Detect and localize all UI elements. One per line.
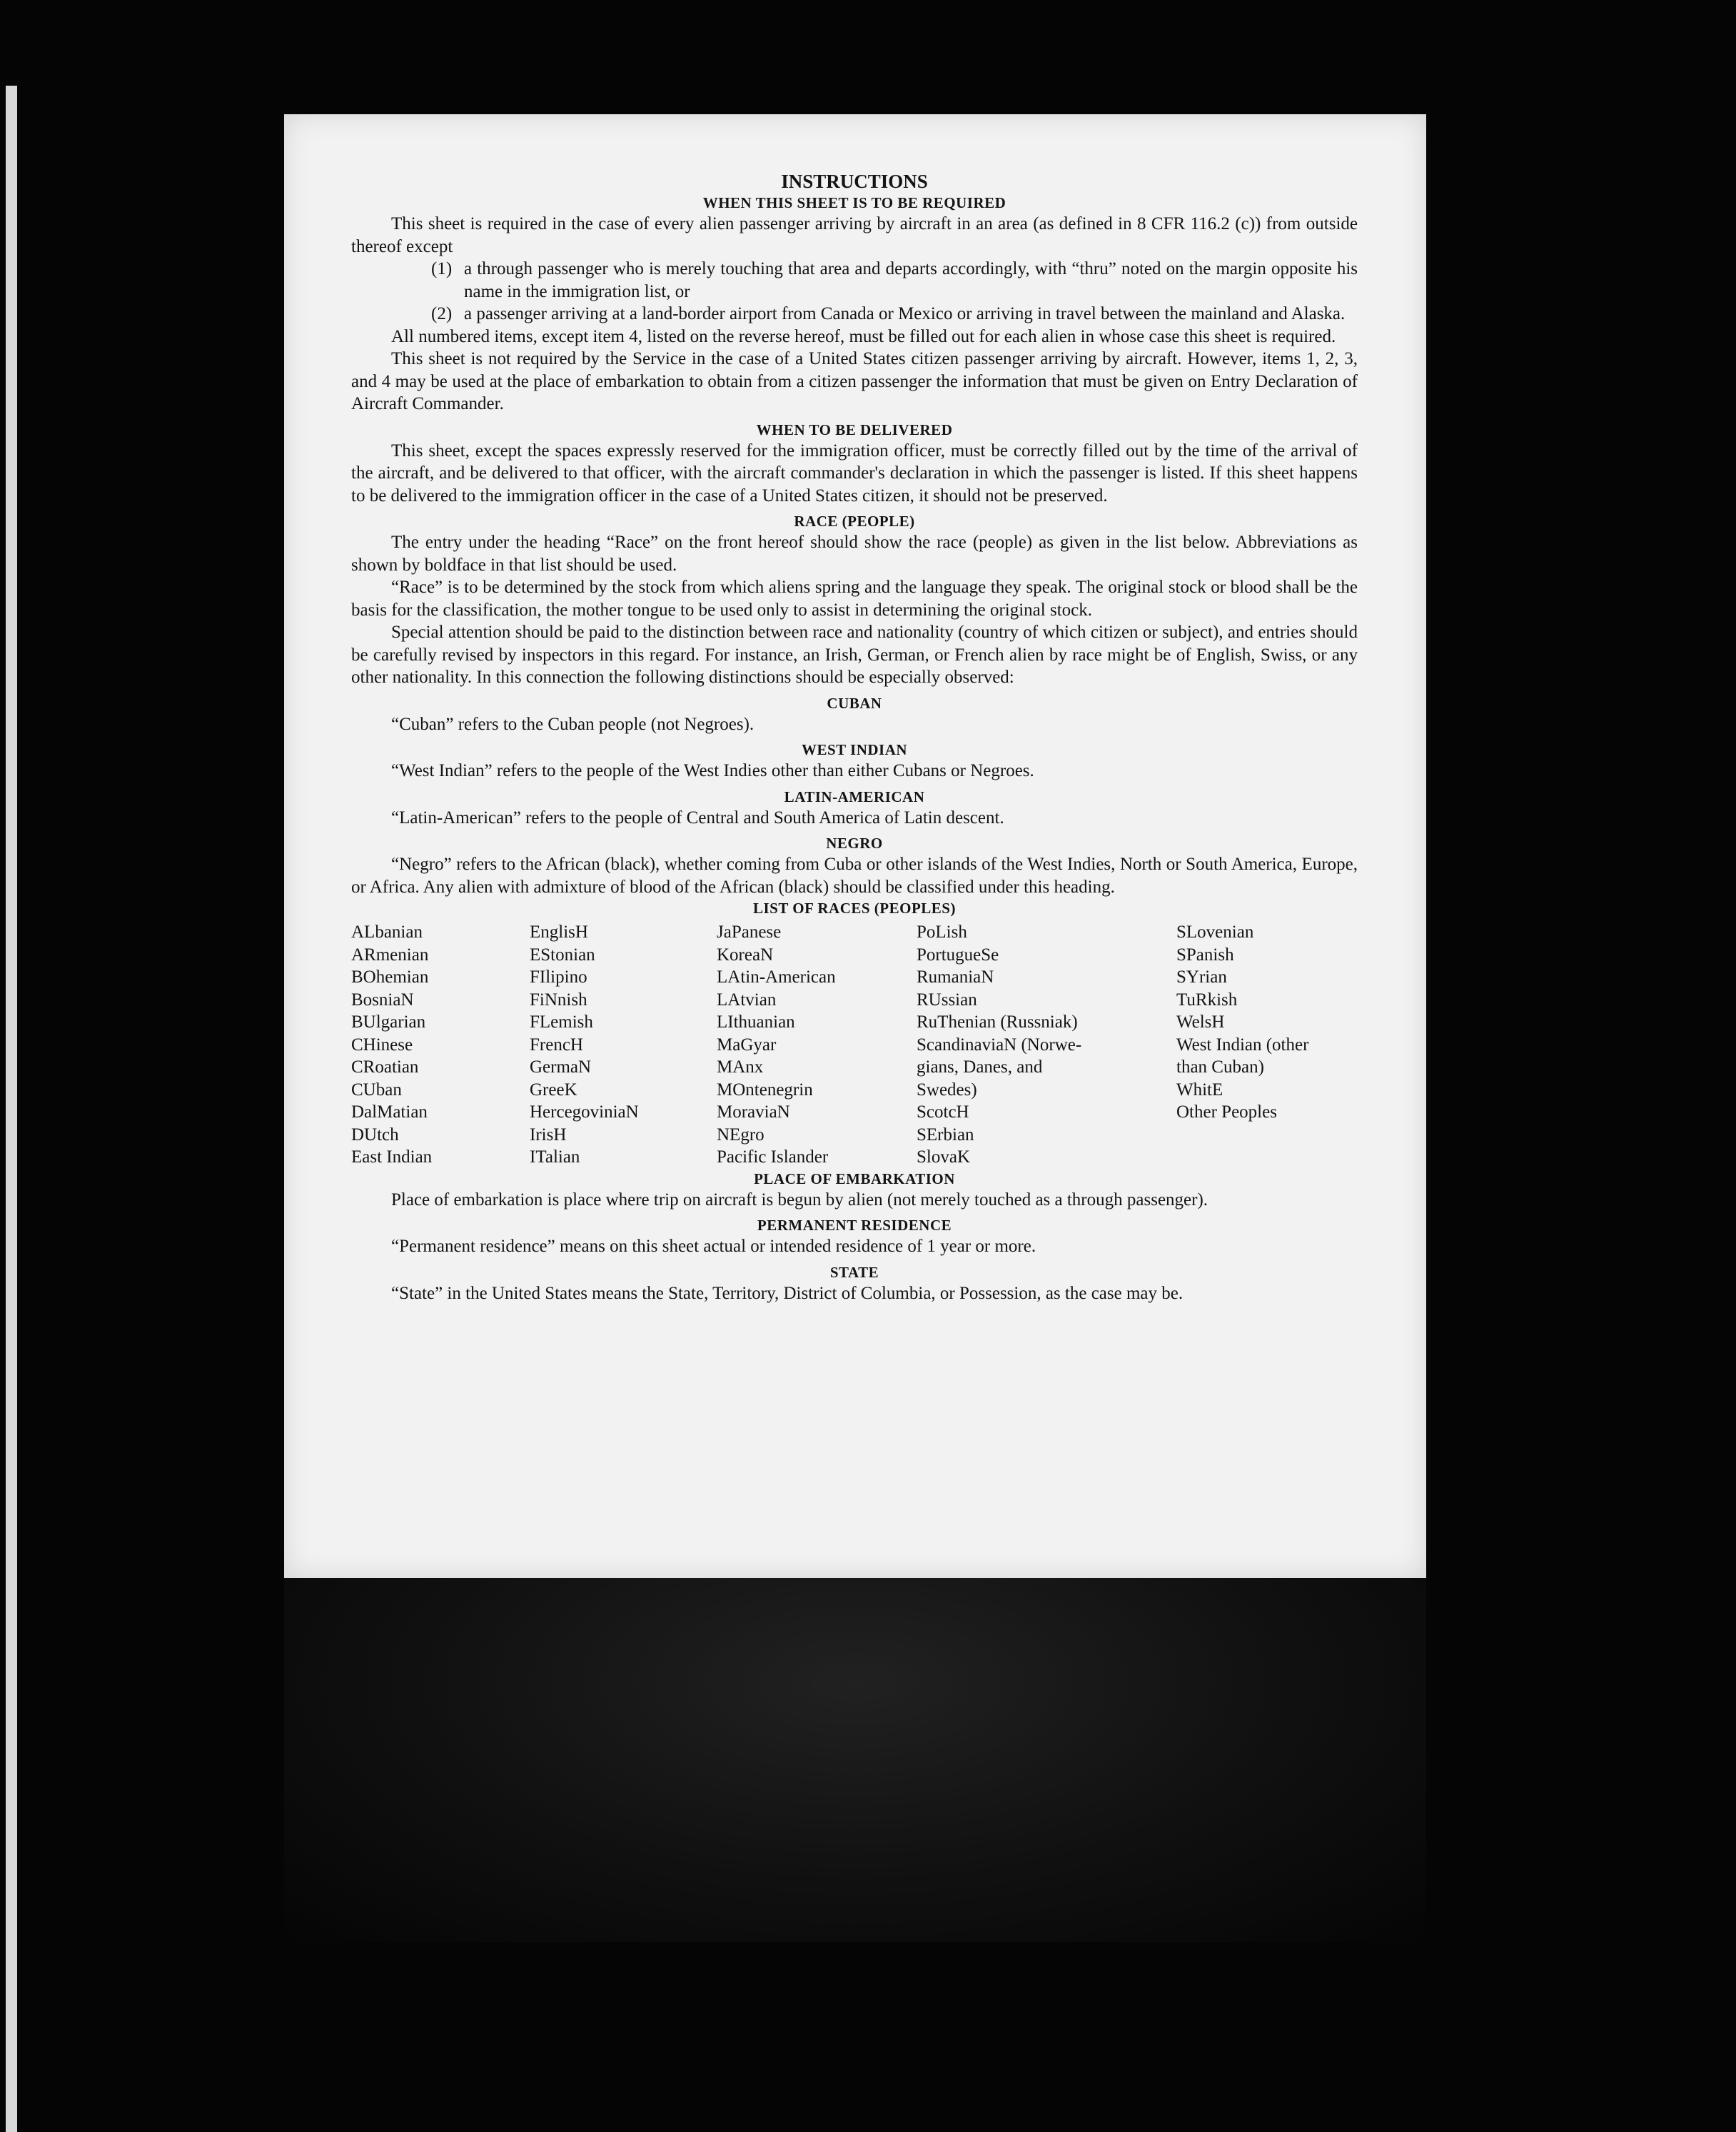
race-item: SYrian — [1176, 967, 1227, 987]
race-item: Other Peoples — [1176, 1102, 1277, 1122]
page-title: INSTRUCTIONS — [781, 171, 928, 192]
paragraph: The entry under the heading “Race” on the front hereof should show the race (people) as given in the list below. Abbreviations as shown by boldface in that list should be used. — [351, 533, 1358, 575]
section-heading-when-required: WHEN THIS SHEET IS TO BE REQUIRED — [702, 194, 1006, 211]
race-item: JaPanese — [717, 922, 782, 942]
race-item: BosniaN — [351, 990, 414, 1010]
race-item: MaGyar — [717, 1035, 777, 1055]
race-item: PoLish — [917, 922, 967, 942]
race-item: ALbanian — [351, 922, 423, 942]
paragraph: This sheet is not required by the Service in the case of a United States citizen passenger arriving by aircraft. However, items 1, 2, 3, and 4 may be used at the place of embarkation to obtain from a citizen passenger the information that must be given on Entry Declaration of Aircraft Commander. — [351, 349, 1358, 413]
race-item: WelsH — [1176, 1012, 1225, 1032]
race-item: FrencH — [530, 1035, 583, 1055]
section-heading-negro: NEGRO — [826, 835, 883, 852]
race-item: SPanish — [1176, 945, 1234, 965]
race-item: MoraviaN — [717, 1102, 790, 1122]
race-item: CRoatian — [351, 1057, 419, 1077]
list-item — [431, 303, 1358, 326]
race-item: BOhemian — [351, 967, 429, 987]
paragraph: Place of embarkation is place where trip on aircraft is begun by alien (not merely touched as a through passenger). — [391, 1190, 1208, 1210]
race-column — [917, 921, 1176, 1169]
section-heading-state: STATE — [829, 1263, 879, 1281]
race-item: SErbian — [917, 1125, 974, 1145]
section-heading-west-indian: WEST INDIAN — [801, 741, 908, 758]
race-item: FIlipino — [530, 967, 587, 987]
race-item: Swedes) — [917, 1080, 977, 1100]
section-heading-list-of-races: LIST OF RACES (PEOPLES) — [753, 900, 956, 917]
paragraph: “Latin-American” refers to the people of Central and South America of Latin descent. — [391, 808, 1004, 828]
paragraph: This sheet is required in the case of every alien passenger arriving by aircraft in an area (as defined in 8 CFR 116.2 (c)) from outside thereof except — [351, 214, 1358, 256]
race-item: East Indian — [351, 1147, 433, 1167]
race-column — [351, 921, 530, 1169]
item-text: a passenger arriving at a land-border airport from Canada or Mexico or arriving in travel between the mainland and Alaska. — [464, 304, 1346, 323]
race-item: ScotcH — [917, 1102, 969, 1122]
race-item: SlovaK — [917, 1147, 970, 1167]
paragraph: “West Indian” refers to the people of the West Indies other than either Cubans or Negroes. — [391, 761, 1034, 780]
item-number: (1) — [431, 259, 453, 278]
section-heading-race: RACE (PEOPLE) — [794, 513, 915, 530]
race-item: PortugueSe — [917, 945, 999, 965]
section-heading-residence: PERMANENT RESIDENCE — [757, 1217, 952, 1234]
race-list — [351, 921, 1358, 1169]
race-item: HercegoviniaN — [530, 1102, 639, 1122]
race-item: RUssian — [917, 990, 977, 1010]
race-item: DalMatian — [351, 1102, 428, 1122]
section-heading-latin-american: LATIN-AMERICAN — [784, 788, 925, 805]
race-item: ITalian — [530, 1147, 580, 1167]
race-item: West Indian (other — [1176, 1035, 1309, 1055]
race-item: CHinese — [351, 1035, 413, 1055]
paragraph: “State” in the United States means the State, Territory, District of Columbia, or Possession, as the case may be. — [391, 1283, 1184, 1303]
race-item: ScandinaviaN (Norwe- — [917, 1035, 1082, 1055]
item-number: (2) — [431, 304, 453, 323]
race-item: GermaN — [530, 1057, 592, 1077]
document-page — [284, 114, 1426, 1578]
item-text: a through passenger who is merely touching that area and departs accordingly, with “thru” noted on the margin opposite his name in the immigration list, or — [464, 259, 1358, 301]
race-item: than Cuban) — [1176, 1057, 1264, 1077]
race-item: RuThenian (Russniak) — [917, 1012, 1078, 1032]
race-item: RumaniaN — [917, 967, 994, 987]
paragraph: Special attention should be paid to the distinction between race and nationality (country of which citizen or subject), and entries should be carefully revised by inspectors in this regard. For instance, an Irish, German, or French alien by race might be of English, Swiss, or any other nationality. In this connection the following distinctions should be especially observed: — [351, 623, 1358, 687]
section-heading-when-delivered: WHEN TO BE DELIVERED — [756, 421, 953, 438]
race-item: NEgro — [717, 1125, 764, 1145]
race-item: EnglisH — [530, 922, 588, 942]
race-item: DUtch — [351, 1125, 399, 1145]
paragraph: All numbered items, except item 4, listed on the reverse hereof, must be filled out for each alien in whose case this sheet is required. — [391, 326, 1336, 346]
race-column — [530, 921, 717, 1169]
race-item: Pacific Islander — [717, 1147, 829, 1167]
race-column — [1176, 921, 1358, 1169]
race-item: LAtin-American — [717, 967, 836, 987]
list-item — [431, 258, 1358, 303]
paragraph: This sheet, except the spaces expressly reserved for the immigration officer, must be correctly filled out by the time of the arrival of the aircraft, and be delivered to that officer, with the aircraft commander's declaration in which the passenger is listed. If this sheet happens to be delivered to the immigration officer in the case of a United States citizen, it should not be preserved. — [351, 441, 1358, 506]
race-item: KoreaN — [717, 945, 774, 965]
race-item: EStonian — [530, 945, 595, 965]
race-item: FiNnish — [530, 990, 587, 1010]
paragraph: “Race” is to be determined by the stock from which aliens spring and the language they speak. The original stock or blood shall be the basis for the classification, the mother tongue to be used only to assist in determining the original stock. — [351, 578, 1358, 620]
race-item: LIthuanian — [717, 1012, 795, 1032]
paragraph: “Cuban” refers to the Cuban people (not Negroes). — [391, 714, 755, 734]
race-item: CUban — [351, 1080, 402, 1100]
race-item: WhitE — [1176, 1080, 1223, 1100]
race-item: gians, Danes, and — [917, 1057, 1043, 1077]
section-heading-cuban: CUBAN — [827, 694, 882, 712]
race-item: SLovenian — [1176, 922, 1254, 942]
race-item: TuRkish — [1176, 990, 1238, 1010]
paragraph: “Negro” refers to the African (black), whether coming from Cuba or other islands of the West Indies, North or South America, Europe, or Africa. Any alien with admixture of blood of the African (black) should be classified under this heading. — [351, 855, 1358, 897]
race-item: MOntenegrin — [717, 1080, 813, 1100]
race-item: ARmenian — [351, 945, 429, 965]
race-item: IrisH — [530, 1125, 567, 1145]
race-column — [717, 921, 917, 1169]
race-item: FLemish — [530, 1012, 593, 1032]
race-item: GreeK — [530, 1080, 577, 1100]
race-item: BUlgarian — [351, 1012, 426, 1032]
scan-background — [284, 1571, 1426, 1942]
race-item: LAtvian — [717, 990, 777, 1010]
race-item: MAnx — [717, 1057, 764, 1077]
section-heading-embarkation: PLACE OF EMBARKATION — [754, 1170, 955, 1187]
paragraph: “Permanent residence” means on this sheet actual or intended residence of 1 year or more. — [391, 1237, 1036, 1256]
film-edge — [6, 86, 17, 2132]
